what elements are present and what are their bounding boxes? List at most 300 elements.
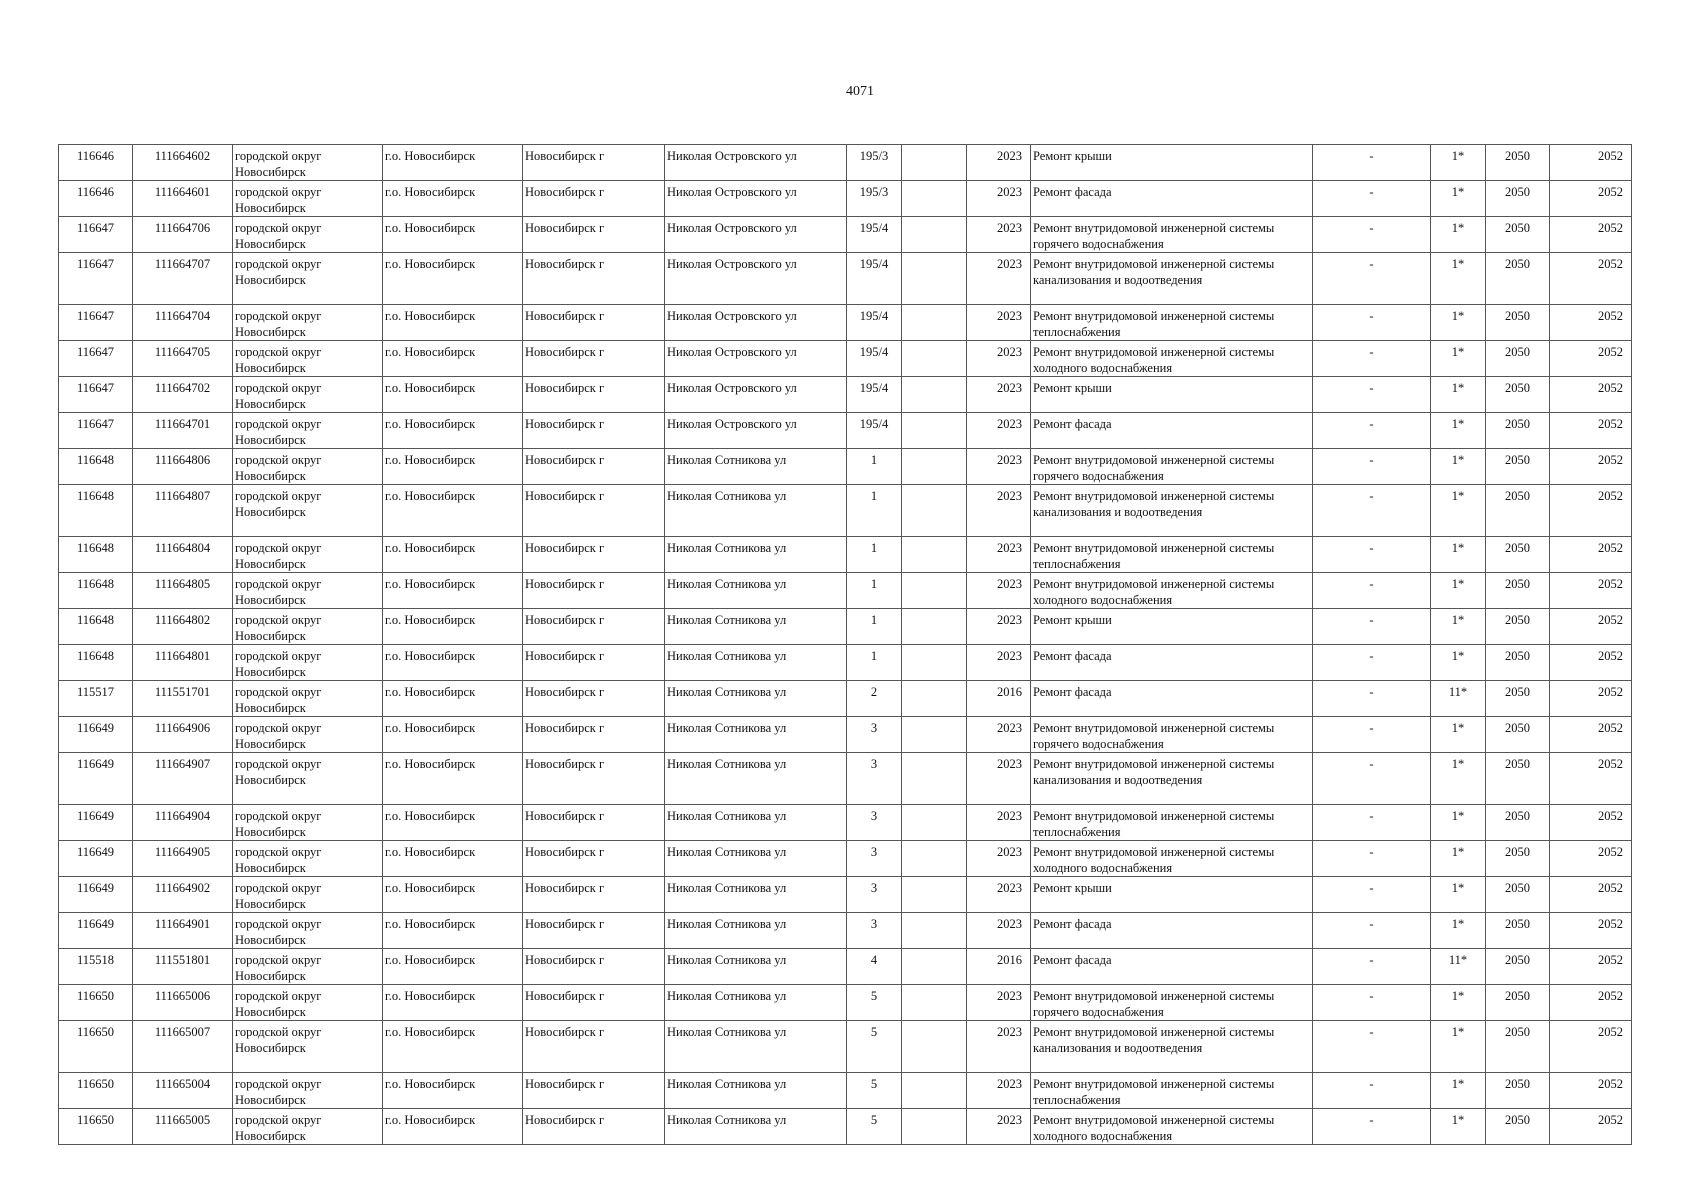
cell-year: 2023 xyxy=(967,537,1031,573)
cell-municipal-district: городской округ Новосибирск xyxy=(233,1021,383,1073)
cell-year-end: 2052 xyxy=(1550,805,1632,841)
cell-house-number: 3 xyxy=(847,753,902,805)
cell-year: 2023 xyxy=(967,877,1031,913)
cell-street: Николая Островского ул xyxy=(665,181,847,217)
cell-dash: - xyxy=(1313,841,1431,877)
cell-extra xyxy=(902,1109,967,1145)
cell-settlement: г.о. Новосибирск xyxy=(383,1109,523,1145)
cell-year-start: 2050 xyxy=(1486,413,1550,449)
cell-code: 1* xyxy=(1431,537,1486,573)
cell-extra xyxy=(902,449,967,485)
cell-dash: - xyxy=(1313,877,1431,913)
cell-dash: - xyxy=(1313,949,1431,985)
cell-extra xyxy=(902,681,967,717)
cell-work-id: 111551701 xyxy=(133,681,233,717)
cell-work-type: Ремонт фасада xyxy=(1031,949,1313,985)
cell-year-end: 2052 xyxy=(1550,949,1632,985)
cell-city: Новосибирск г xyxy=(523,913,665,949)
cell-year: 2023 xyxy=(967,1021,1031,1073)
cell-extra xyxy=(902,145,967,181)
cell-city: Новосибирск г xyxy=(523,1073,665,1109)
cell-work-id: 111664706 xyxy=(133,217,233,253)
cell-work-type: Ремонт внутридомовой инженерной системы теплоснабжения xyxy=(1031,805,1313,841)
cell-municipal-district: городской округ Новосибирск xyxy=(233,645,383,681)
cell-work-type: Ремонт внутридомовой инженерной системы холодного водоснабжения xyxy=(1031,1109,1313,1145)
cell-work-type: Ремонт внутридомовой инженерной системы горячего водоснабжения xyxy=(1031,985,1313,1021)
cell-house-number: 3 xyxy=(847,841,902,877)
cell-year-start: 2050 xyxy=(1486,217,1550,253)
cell-work-id: 111664602 xyxy=(133,145,233,181)
cell-house-number: 5 xyxy=(847,985,902,1021)
cell-municipal-district: городской округ Новосибирск xyxy=(233,841,383,877)
cell-code: 1* xyxy=(1431,645,1486,681)
cell-city: Новосибирск г xyxy=(523,841,665,877)
page-number: 4071 xyxy=(846,84,874,99)
cell-extra xyxy=(902,305,967,341)
table-body xyxy=(59,145,1632,1145)
cell-work-id: 111664804 xyxy=(133,537,233,573)
cell-house-id: 116650 xyxy=(59,1073,133,1109)
cell-municipal-district: городской округ Новосибирск xyxy=(233,485,383,537)
cell-dash: - xyxy=(1313,681,1431,717)
cell-street: Николая Сотникова ул xyxy=(665,913,847,949)
cell-extra xyxy=(902,217,967,253)
cell-city: Новосибирск г xyxy=(523,485,665,537)
cell-code: 1* xyxy=(1431,181,1486,217)
cell-city: Новосибирск г xyxy=(523,217,665,253)
cell-work-type: Ремонт внутридомовой инженерной системы канализования и водоотведения xyxy=(1031,753,1313,805)
cell-house-id: 115518 xyxy=(59,949,133,985)
cell-work-id: 111665006 xyxy=(133,985,233,1021)
cell-year-end: 2052 xyxy=(1550,305,1632,341)
table-row xyxy=(59,217,1632,253)
cell-dash: - xyxy=(1313,1109,1431,1145)
table-row xyxy=(59,841,1632,877)
cell-house-id: 116648 xyxy=(59,573,133,609)
cell-year-start: 2050 xyxy=(1486,1021,1550,1073)
cell-house-number: 5 xyxy=(847,1021,902,1073)
cell-house-number: 195/4 xyxy=(847,341,902,377)
cell-house-id: 116647 xyxy=(59,341,133,377)
cell-code: 1* xyxy=(1431,717,1486,753)
cell-year: 2023 xyxy=(967,985,1031,1021)
cell-work-id: 111664707 xyxy=(133,253,233,305)
cell-code: 1* xyxy=(1431,485,1486,537)
cell-city: Новосибирск г xyxy=(523,181,665,217)
cell-city: Новосибирск г xyxy=(523,609,665,645)
cell-settlement: г.о. Новосибирск xyxy=(383,341,523,377)
cell-extra xyxy=(902,253,967,305)
table-row xyxy=(59,537,1632,573)
cell-extra xyxy=(902,985,967,1021)
cell-city: Новосибирск г xyxy=(523,645,665,681)
cell-settlement: г.о. Новосибирск xyxy=(383,841,523,877)
cell-extra xyxy=(902,1073,967,1109)
cell-municipal-district: городской округ Новосибирск xyxy=(233,305,383,341)
cell-work-type: Ремонт фасада xyxy=(1031,645,1313,681)
cell-street: Николая Островского ул xyxy=(665,413,847,449)
cell-settlement: г.о. Новосибирск xyxy=(383,449,523,485)
cell-house-id: 116647 xyxy=(59,305,133,341)
cell-year: 2023 xyxy=(967,217,1031,253)
cell-municipal-district: городской округ Новосибирск xyxy=(233,717,383,753)
cell-dash: - xyxy=(1313,645,1431,681)
cell-year-end: 2052 xyxy=(1550,377,1632,413)
cell-house-id: 116649 xyxy=(59,717,133,753)
cell-work-type: Ремонт крыши xyxy=(1031,877,1313,913)
cell-work-id: 111664904 xyxy=(133,805,233,841)
cell-dash: - xyxy=(1313,753,1431,805)
cell-year-start: 2050 xyxy=(1486,681,1550,717)
cell-code: 1* xyxy=(1431,805,1486,841)
cell-year: 2023 xyxy=(967,1109,1031,1145)
cell-house-id: 116650 xyxy=(59,1109,133,1145)
cell-street: Николая Островского ул xyxy=(665,217,847,253)
cell-code: 1* xyxy=(1431,377,1486,413)
cell-extra xyxy=(902,717,967,753)
cell-house-id: 116647 xyxy=(59,253,133,305)
cell-work-type: Ремонт внутридомовой инженерной системы горячего водоснабжения xyxy=(1031,449,1313,485)
cell-house-id: 116649 xyxy=(59,805,133,841)
cell-work-id: 111665007 xyxy=(133,1021,233,1073)
cell-dash: - xyxy=(1313,805,1431,841)
cell-street: Николая Сотникова ул xyxy=(665,877,847,913)
cell-street: Николая Сотникова ул xyxy=(665,1073,847,1109)
cell-house-id: 116649 xyxy=(59,877,133,913)
cell-municipal-district: городской округ Новосибирск xyxy=(233,949,383,985)
cell-street: Николая Островского ул xyxy=(665,305,847,341)
cell-work-type: Ремонт внутридомовой инженерной системы канализования и водоотведения xyxy=(1031,253,1313,305)
cell-year-start: 2050 xyxy=(1486,145,1550,181)
cell-extra xyxy=(902,949,967,985)
cell-municipal-district: городской округ Новосибирск xyxy=(233,913,383,949)
cell-city: Новосибирск г xyxy=(523,341,665,377)
cell-extra xyxy=(902,1021,967,1073)
cell-street: Николая Островского ул xyxy=(665,145,847,181)
cell-year-start: 2050 xyxy=(1486,609,1550,645)
cell-house-number: 195/4 xyxy=(847,377,902,413)
cell-house-id: 116650 xyxy=(59,985,133,1021)
cell-house-number: 195/4 xyxy=(847,253,902,305)
cell-municipal-district: городской округ Новосибирск xyxy=(233,1109,383,1145)
cell-street: Николая Сотникова ул xyxy=(665,985,847,1021)
cell-work-type: Ремонт внутридомовой инженерной системы канализования и водоотведения xyxy=(1031,485,1313,537)
cell-work-type: Ремонт фасада xyxy=(1031,681,1313,717)
cell-year-start: 2050 xyxy=(1486,645,1550,681)
table-row xyxy=(59,645,1632,681)
cell-extra xyxy=(902,805,967,841)
table-row xyxy=(59,805,1632,841)
cell-year-end: 2052 xyxy=(1550,1109,1632,1145)
cell-house-number: 3 xyxy=(847,913,902,949)
cell-year-start: 2050 xyxy=(1486,305,1550,341)
cell-dash: - xyxy=(1313,217,1431,253)
cell-year: 2023 xyxy=(967,305,1031,341)
cell-year-end: 2052 xyxy=(1550,1021,1632,1073)
cell-work-type: Ремонт фасада xyxy=(1031,913,1313,949)
cell-year-start: 2050 xyxy=(1486,841,1550,877)
cell-settlement: г.о. Новосибирск xyxy=(383,609,523,645)
cell-year: 2023 xyxy=(967,181,1031,217)
cell-street: Николая Островского ул xyxy=(665,377,847,413)
cell-work-id: 111664807 xyxy=(133,485,233,537)
cell-extra xyxy=(902,341,967,377)
cell-settlement: г.о. Новосибирск xyxy=(383,485,523,537)
cell-house-id: 116650 xyxy=(59,1021,133,1073)
cell-house-number: 3 xyxy=(847,877,902,913)
cell-year: 2023 xyxy=(967,913,1031,949)
cell-street: Николая Островского ул xyxy=(665,253,847,305)
cell-work-type: Ремонт фасада xyxy=(1031,413,1313,449)
cell-dash: - xyxy=(1313,985,1431,1021)
cell-city: Новосибирск г xyxy=(523,145,665,181)
cell-year-start: 2050 xyxy=(1486,485,1550,537)
cell-settlement: г.о. Новосибирск xyxy=(383,949,523,985)
cell-year: 2023 xyxy=(967,841,1031,877)
cell-city: Новосибирск г xyxy=(523,985,665,1021)
table-row xyxy=(59,913,1632,949)
cell-year-end: 2052 xyxy=(1550,485,1632,537)
cell-year-start: 2050 xyxy=(1486,949,1550,985)
cell-municipal-district: городской округ Новосибирск xyxy=(233,145,383,181)
cell-municipal-district: городской округ Новосибирск xyxy=(233,181,383,217)
cell-year: 2023 xyxy=(967,253,1031,305)
cell-dash: - xyxy=(1313,609,1431,645)
cell-city: Новосибирск г xyxy=(523,681,665,717)
cell-house-id: 116649 xyxy=(59,913,133,949)
cell-city: Новосибирск г xyxy=(523,413,665,449)
cell-dash: - xyxy=(1313,145,1431,181)
cell-extra xyxy=(902,485,967,537)
cell-dash: - xyxy=(1313,1021,1431,1073)
cell-code: 1* xyxy=(1431,913,1486,949)
cell-work-type: Ремонт внутридомовой инженерной системы теплоснабжения xyxy=(1031,1073,1313,1109)
table-row xyxy=(59,413,1632,449)
cell-municipal-district: городской округ Новосибирск xyxy=(233,573,383,609)
cell-house-id: 116647 xyxy=(59,377,133,413)
cell-municipal-district: городской округ Новосибирск xyxy=(233,537,383,573)
cell-year-end: 2052 xyxy=(1550,573,1632,609)
cell-work-id: 111664901 xyxy=(133,913,233,949)
cell-year-start: 2050 xyxy=(1486,537,1550,573)
cell-dash: - xyxy=(1313,377,1431,413)
cell-extra xyxy=(902,181,967,217)
cell-city: Новосибирск г xyxy=(523,537,665,573)
cell-street: Николая Сотникова ул xyxy=(665,805,847,841)
capital-repair-table xyxy=(58,144,1632,1145)
cell-work-type: Ремонт внутридомовой инженерной системы холодного водоснабжения xyxy=(1031,841,1313,877)
cell-code: 1* xyxy=(1431,413,1486,449)
cell-house-id: 116646 xyxy=(59,181,133,217)
cell-year-start: 2050 xyxy=(1486,717,1550,753)
cell-street: Николая Сотникова ул xyxy=(665,717,847,753)
cell-house-number: 5 xyxy=(847,1109,902,1145)
cell-year-end: 2052 xyxy=(1550,537,1632,573)
cell-street: Николая Сотникова ул xyxy=(665,645,847,681)
cell-work-type: Ремонт внутридомовой инженерной системы горячего водоснабжения xyxy=(1031,217,1313,253)
cell-house-number: 195/3 xyxy=(847,145,902,181)
cell-year-end: 2052 xyxy=(1550,913,1632,949)
cell-year-end: 2052 xyxy=(1550,717,1632,753)
cell-municipal-district: городской округ Новосибирск xyxy=(233,985,383,1021)
table-row xyxy=(59,1073,1632,1109)
cell-municipal-district: городской округ Новосибирск xyxy=(233,681,383,717)
cell-city: Новосибирск г xyxy=(523,305,665,341)
cell-settlement: г.о. Новосибирск xyxy=(383,1073,523,1109)
cell-work-id: 111665004 xyxy=(133,1073,233,1109)
cell-code: 1* xyxy=(1431,217,1486,253)
cell-street: Николая Сотникова ул xyxy=(665,1021,847,1073)
cell-house-number: 5 xyxy=(847,1073,902,1109)
cell-year: 2023 xyxy=(967,145,1031,181)
cell-settlement: г.о. Новосибирск xyxy=(383,413,523,449)
cell-work-id: 111551801 xyxy=(133,949,233,985)
cell-house-number: 195/4 xyxy=(847,217,902,253)
cell-year-end: 2052 xyxy=(1550,253,1632,305)
cell-year: 2016 xyxy=(967,681,1031,717)
cell-work-id: 111664705 xyxy=(133,341,233,377)
cell-year-end: 2052 xyxy=(1550,413,1632,449)
cell-street: Николая Сотникова ул xyxy=(665,681,847,717)
cell-extra xyxy=(902,841,967,877)
table-row xyxy=(59,681,1632,717)
table-row xyxy=(59,253,1632,305)
cell-work-id: 111664907 xyxy=(133,753,233,805)
cell-year-end: 2052 xyxy=(1550,449,1632,485)
cell-settlement: г.о. Новосибирск xyxy=(383,537,523,573)
cell-year: 2023 xyxy=(967,753,1031,805)
table-row xyxy=(59,609,1632,645)
table-row xyxy=(59,985,1632,1021)
cell-year-end: 2052 xyxy=(1550,753,1632,805)
cell-code: 1* xyxy=(1431,1109,1486,1145)
table-row xyxy=(59,449,1632,485)
cell-year: 2023 xyxy=(967,645,1031,681)
cell-city: Новосибирск г xyxy=(523,573,665,609)
cell-settlement: г.о. Новосибирск xyxy=(383,985,523,1021)
cell-extra xyxy=(902,609,967,645)
cell-city: Новосибирск г xyxy=(523,805,665,841)
cell-house-number: 4 xyxy=(847,949,902,985)
table-row xyxy=(59,145,1632,181)
cell-work-id: 111664802 xyxy=(133,609,233,645)
cell-year-end: 2052 xyxy=(1550,681,1632,717)
cell-work-id: 111664906 xyxy=(133,717,233,753)
cell-year-start: 2050 xyxy=(1486,1109,1550,1145)
cell-year-end: 2052 xyxy=(1550,841,1632,877)
cell-dash: - xyxy=(1313,181,1431,217)
cell-house-id: 116648 xyxy=(59,449,133,485)
cell-year-start: 2050 xyxy=(1486,753,1550,805)
cell-settlement: г.о. Новосибирск xyxy=(383,913,523,949)
cell-year: 2023 xyxy=(967,449,1031,485)
cell-settlement: г.о. Новосибирск xyxy=(383,1021,523,1073)
cell-work-type: Ремонт крыши xyxy=(1031,145,1313,181)
cell-work-type: Ремонт внутридомовой инженерной системы горячего водоснабжения xyxy=(1031,717,1313,753)
cell-settlement: г.о. Новосибирск xyxy=(383,573,523,609)
cell-year-start: 2050 xyxy=(1486,913,1550,949)
cell-extra xyxy=(902,377,967,413)
cell-house-number: 3 xyxy=(847,717,902,753)
cell-house-number: 195/4 xyxy=(847,413,902,449)
cell-house-number: 1 xyxy=(847,485,902,537)
cell-work-id: 111664801 xyxy=(133,645,233,681)
cell-work-id: 111664806 xyxy=(133,449,233,485)
cell-house-id: 116649 xyxy=(59,841,133,877)
cell-extra xyxy=(902,413,967,449)
cell-year-end: 2052 xyxy=(1550,877,1632,913)
table-row xyxy=(59,181,1632,217)
cell-dash: - xyxy=(1313,253,1431,305)
cell-work-type: Ремонт внутридомовой инженерной системы теплоснабжения xyxy=(1031,537,1313,573)
cell-settlement: г.о. Новосибирск xyxy=(383,217,523,253)
cell-code: 1* xyxy=(1431,1073,1486,1109)
cell-year: 2023 xyxy=(967,485,1031,537)
cell-extra xyxy=(902,913,967,949)
cell-dash: - xyxy=(1313,717,1431,753)
cell-year: 2023 xyxy=(967,717,1031,753)
cell-year: 2023 xyxy=(967,341,1031,377)
cell-code: 1* xyxy=(1431,1021,1486,1073)
cell-work-type: Ремонт фасада xyxy=(1031,181,1313,217)
cell-year-start: 2050 xyxy=(1486,341,1550,377)
cell-code: 1* xyxy=(1431,449,1486,485)
cell-house-id: 116648 xyxy=(59,537,133,573)
cell-code: 1* xyxy=(1431,753,1486,805)
cell-year-start: 2050 xyxy=(1486,1073,1550,1109)
cell-work-id: 111664601 xyxy=(133,181,233,217)
cell-house-number: 2 xyxy=(847,681,902,717)
cell-code: 1* xyxy=(1431,573,1486,609)
cell-year-start: 2050 xyxy=(1486,181,1550,217)
cell-house-number: 195/3 xyxy=(847,181,902,217)
cell-code: 1* xyxy=(1431,877,1486,913)
cell-city: Новосибирск г xyxy=(523,949,665,985)
cell-year-end: 2052 xyxy=(1550,985,1632,1021)
table-row xyxy=(59,305,1632,341)
cell-house-number: 1 xyxy=(847,573,902,609)
cell-settlement: г.о. Новосибирск xyxy=(383,645,523,681)
cell-work-type: Ремонт внутридомовой инженерной системы теплоснабжения xyxy=(1031,305,1313,341)
cell-municipal-district: городской округ Новосибирск xyxy=(233,877,383,913)
cell-street: Николая Сотникова ул xyxy=(665,753,847,805)
cell-city: Новосибирск г xyxy=(523,253,665,305)
cell-year: 2023 xyxy=(967,573,1031,609)
cell-house-number: 195/4 xyxy=(847,305,902,341)
cell-street: Николая Сотникова ул xyxy=(665,537,847,573)
table-row xyxy=(59,949,1632,985)
cell-year-end: 2052 xyxy=(1550,341,1632,377)
cell-year-end: 2052 xyxy=(1550,1073,1632,1109)
cell-work-type: Ремонт крыши xyxy=(1031,377,1313,413)
cell-municipal-district: городской округ Новосибирск xyxy=(233,413,383,449)
cell-municipal-district: городской округ Новосибирск xyxy=(233,341,383,377)
cell-work-type: Ремонт внутридомовой инженерной системы канализования и водоотведения xyxy=(1031,1021,1313,1073)
cell-house-number: 3 xyxy=(847,805,902,841)
table-row xyxy=(59,877,1632,913)
cell-municipal-district: городской округ Новосибирск xyxy=(233,753,383,805)
cell-code: 11* xyxy=(1431,681,1486,717)
table-row xyxy=(59,341,1632,377)
cell-code: 1* xyxy=(1431,145,1486,181)
cell-year: 2023 xyxy=(967,377,1031,413)
cell-dash: - xyxy=(1313,1073,1431,1109)
cell-city: Новосибирск г xyxy=(523,877,665,913)
cell-municipal-district: городской округ Новосибирск xyxy=(233,805,383,841)
cell-city: Новосибирск г xyxy=(523,753,665,805)
cell-settlement: г.о. Новосибирск xyxy=(383,305,523,341)
cell-house-number: 1 xyxy=(847,645,902,681)
